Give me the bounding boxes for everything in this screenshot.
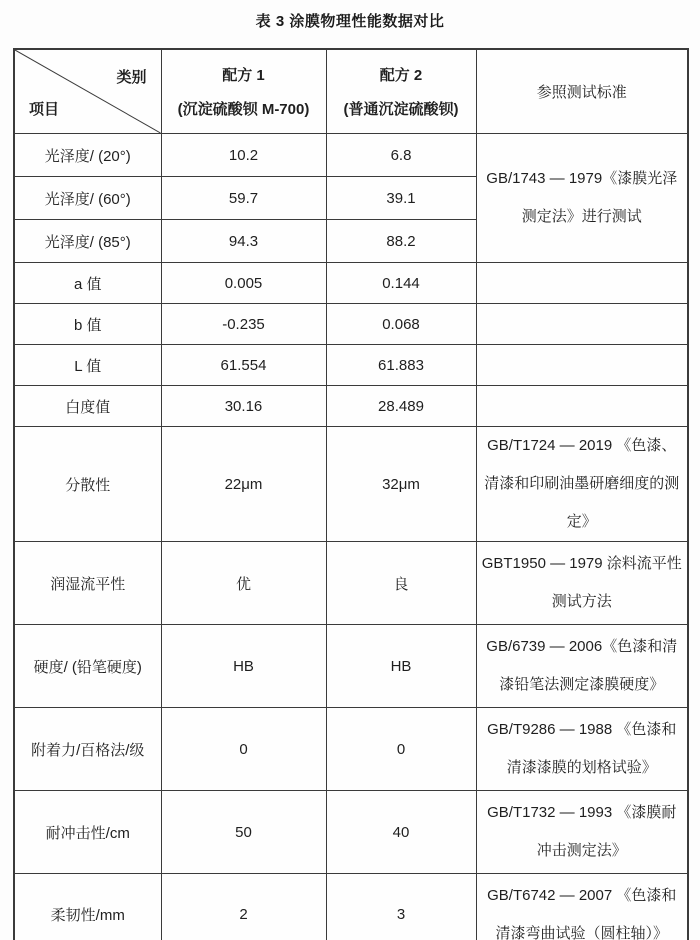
formula2-subtitle: (普通沉淀硫酸钡) [343, 101, 459, 119]
table-row [14, 263, 688, 304]
row-label: 附着力/百格法/级 [14, 708, 161, 791]
standard-cell: GBT1950 — 1979 涂料流平性测试方法 [476, 542, 688, 625]
formula1-value: 10.2 [161, 134, 326, 177]
table-row [14, 345, 688, 386]
standard-cell [476, 386, 688, 427]
formula1-value: 0.005 [161, 263, 326, 304]
column-header-formula2 [326, 49, 476, 134]
standard-cell: GB/T1724 — 2019 《色漆、清漆和印刷油墨研磨细度的测定》 [476, 427, 688, 542]
table-row [14, 874, 688, 940]
table-row [14, 304, 688, 345]
table-row [14, 134, 688, 177]
formula2-value: 良 [326, 542, 476, 625]
row-label: 光泽度/ (60°) [14, 177, 161, 220]
formula2-value: 0 [326, 708, 476, 791]
row-label: 光泽度/ (85°) [14, 220, 161, 263]
column-header-formula1 [161, 49, 326, 134]
formula2-value: 0.068 [326, 304, 476, 345]
standard-cell [476, 345, 688, 386]
formula2-value: 32μm [326, 427, 476, 542]
formula1-name: 配方 1 [222, 66, 265, 84]
standard-cell: GB/T9286 — 1988 《色漆和清漆漆膜的划格试验》 [476, 708, 688, 791]
formula2-value: 39.1 [326, 177, 476, 220]
row-label: 分散性 [14, 427, 161, 542]
formula1-value: 30.16 [161, 386, 326, 427]
standard-cell [476, 263, 688, 304]
row-label: 柔韧性/mm [14, 874, 161, 940]
formula1-value: 94.3 [161, 220, 326, 263]
standard-cell: GB/T6742 — 2007 《色漆和清漆弯曲试验（圆柱轴）》 [476, 874, 688, 940]
table-row [14, 791, 688, 874]
table-row [14, 625, 688, 708]
formula1-value: 0 [161, 708, 326, 791]
formula1-value: -0.235 [161, 304, 326, 345]
formula2-value: 28.489 [326, 386, 476, 427]
diagonal-line [15, 50, 161, 133]
row-label: 硬度/ (铅笔硬度) [14, 625, 161, 708]
formula2-value: HB [326, 625, 476, 708]
formula2-value: 6.8 [326, 134, 476, 177]
formula1-value: HB [161, 625, 326, 708]
standard-cell [476, 304, 688, 345]
row-label: 光泽度/ (20°) [14, 134, 161, 177]
formula1-value: 优 [161, 542, 326, 625]
performance-comparison-table [13, 48, 689, 940]
formula2-value: 3 [326, 874, 476, 940]
row-label: 耐冲击性/cm [14, 791, 161, 874]
formula2-value: 40 [326, 791, 476, 874]
row-label: a 值 [14, 263, 161, 304]
row-label: b 值 [14, 304, 161, 345]
formula1-value: 22μm [161, 427, 326, 542]
formula2-value: 0.144 [326, 263, 476, 304]
table-caption: 表 3 涂膜物理性能数据对比 [255, 13, 445, 30]
column-header-standard: 参照测试标准 [476, 49, 688, 134]
standard-cell-gloss: GB/1743 — 1979《漆膜光泽测定法》进行测试 [476, 134, 688, 263]
formula1-value: 61.554 [161, 345, 326, 386]
formula1-subtitle: (沉淀硫酸钡 M-700) [177, 101, 310, 119]
formula1-value: 50 [161, 791, 326, 874]
header-row [14, 49, 688, 134]
table-row [14, 386, 688, 427]
formula2-name: 配方 2 [379, 66, 423, 84]
row-label: 润湿流平性 [14, 542, 161, 625]
formula1-value: 59.7 [161, 177, 326, 220]
standard-cell: GB/6739 — 2006《色漆和清漆铅笔法测定漆膜硬度》 [476, 625, 688, 708]
diagonal-header-cell [14, 49, 161, 134]
corner-label-category: 类别 [116, 69, 147, 86]
table-row [14, 427, 688, 542]
table-row [14, 708, 688, 791]
row-label: L 值 [14, 345, 161, 386]
table-row [14, 542, 688, 625]
formula2-value: 88.2 [326, 220, 476, 263]
row-label: 白度值 [14, 386, 161, 427]
formula1-value: 2 [161, 874, 326, 940]
formula2-value: 61.883 [326, 345, 476, 386]
standard-cell: GB/T1732 — 1993 《漆膜耐冲击测定法》 [476, 791, 688, 874]
corner-label-item: 项目 [29, 101, 60, 118]
